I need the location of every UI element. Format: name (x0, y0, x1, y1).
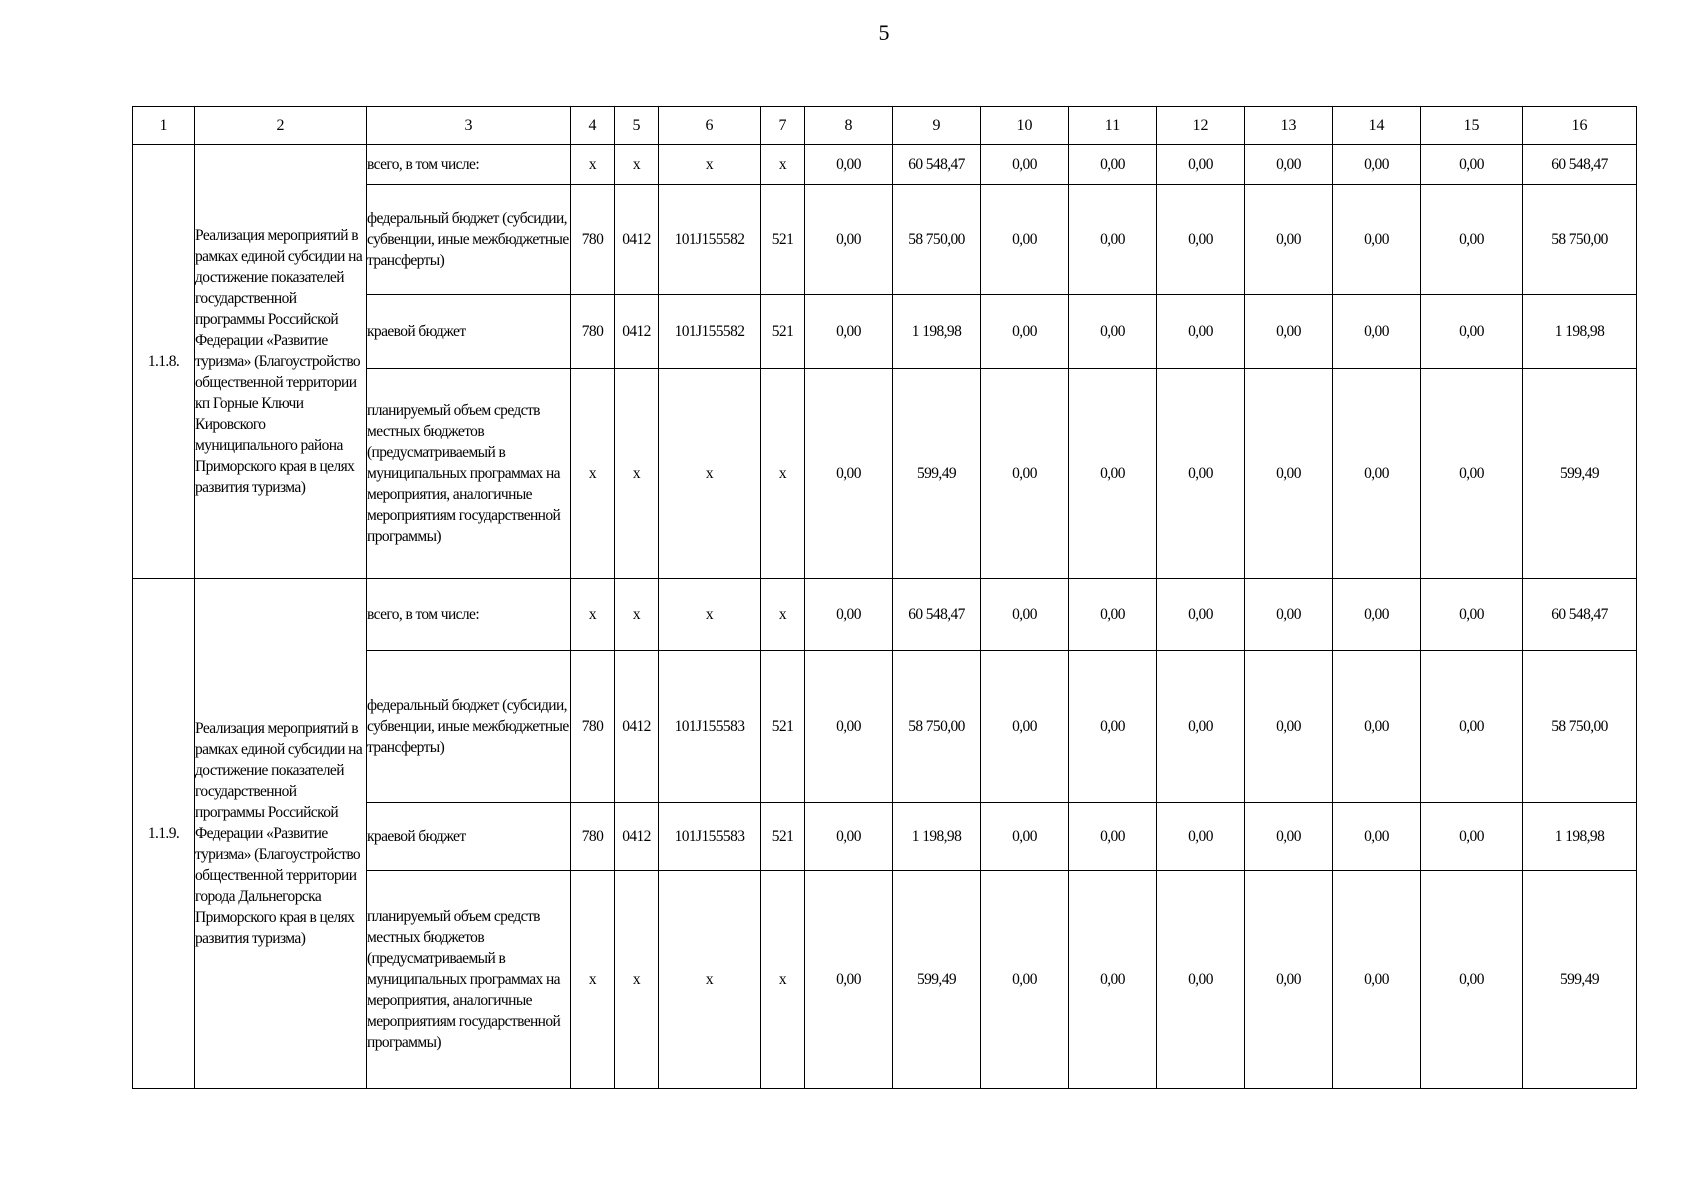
item-name: Реализация мероприятий в рамках единой субсидии на достижение показателей государственной программы Российской Федерации «Развитие туризма» (Благоустройство общественной территории города Дальнегорска Приморского края в целях развития туризма) (195, 579, 367, 1089)
table-cell: 0,00 (1421, 369, 1523, 579)
table-cell: 0,00 (1069, 651, 1157, 803)
table-cell: х (615, 369, 659, 579)
table-cell: 0,00 (1245, 803, 1333, 871)
table-cell: 0412 (615, 185, 659, 295)
table-cell: 0,00 (981, 579, 1069, 651)
table-cell: 0,00 (1245, 369, 1333, 579)
header-cell: 4 (571, 107, 615, 145)
table-cell: 101J155583 (659, 803, 761, 871)
table-cell: 0,00 (1333, 145, 1421, 185)
header-cell: 3 (367, 107, 571, 145)
table-cell: 0,00 (805, 295, 893, 369)
table-cell: 0,00 (1245, 145, 1333, 185)
header-cell: 13 (1245, 107, 1333, 145)
table-cell: х (761, 871, 805, 1089)
header-cell: 9 (893, 107, 981, 145)
table-cell: 0,00 (981, 651, 1069, 803)
table-cell: х (571, 145, 615, 185)
table-cell: 101J155582 (659, 295, 761, 369)
table-cell: 0,00 (1157, 185, 1245, 295)
table-cell: 599,49 (1523, 871, 1637, 1089)
table-cell: 780 (571, 803, 615, 871)
funding-source: всего, в том числе: (367, 145, 571, 185)
header-cell: 11 (1069, 107, 1157, 145)
table-cell: 0,00 (805, 145, 893, 185)
table-cell: 0412 (615, 295, 659, 369)
table-cell: 0,00 (1333, 871, 1421, 1089)
table-cell: 0,00 (1157, 369, 1245, 579)
table-cell: 0412 (615, 803, 659, 871)
table-cell: 1 198,98 (1523, 295, 1637, 369)
table-cell: 0,00 (1333, 579, 1421, 651)
header-cell: 14 (1333, 107, 1421, 145)
table-cell: 60 548,47 (893, 145, 981, 185)
table-cell: 0,00 (981, 369, 1069, 579)
table-cell: 0,00 (1333, 651, 1421, 803)
table-cell: х (761, 145, 805, 185)
table-cell: 521 (761, 295, 805, 369)
item-number: 1.1.9. (133, 579, 195, 1089)
table-cell: 58 750,00 (893, 651, 981, 803)
table-cell: 60 548,47 (1523, 579, 1637, 651)
table-cell: 0,00 (1157, 871, 1245, 1089)
table-cell: 0,00 (1421, 295, 1523, 369)
table-cell: 101J155582 (659, 185, 761, 295)
table-cell: 0,00 (1157, 295, 1245, 369)
table-cell: 0,00 (981, 871, 1069, 1089)
table-cell: 0,00 (1421, 871, 1523, 1089)
table-cell: 0,00 (1157, 803, 1245, 871)
header-cell: 5 (615, 107, 659, 145)
table-cell: 0,00 (805, 369, 893, 579)
table-cell: 58 750,00 (1523, 185, 1637, 295)
table-cell: 0,00 (1421, 145, 1523, 185)
funding-source: федеральный бюджет (субсидии, субвенции, иные межбюджетные трансферты) (367, 185, 571, 295)
item-number: 1.1.8. (133, 145, 195, 579)
table-cell: 101J155583 (659, 651, 761, 803)
table-cell: х (615, 579, 659, 651)
header-cell: 12 (1157, 107, 1245, 145)
page-number: 5 (878, 20, 890, 45)
table-cell: 1 198,98 (1523, 803, 1637, 871)
header-cell: 10 (981, 107, 1069, 145)
funding-source: краевой бюджет (367, 295, 571, 369)
table-cell: 1 198,98 (893, 803, 981, 871)
funding-source: федеральный бюджет (субсидии, субвенции, иные межбюджетные трансферты) (367, 651, 571, 803)
header-cell: 1 (133, 107, 195, 145)
header-cell: 7 (761, 107, 805, 145)
table-cell: 0,00 (1069, 145, 1157, 185)
table-cell: 599,49 (893, 871, 981, 1089)
table-cell: 0,00 (981, 185, 1069, 295)
table-row (133, 579, 1637, 651)
header-cell: 2 (195, 107, 367, 145)
table-cell: 0,00 (1157, 579, 1245, 651)
table-cell: 0,00 (1069, 871, 1157, 1089)
header-cell: 15 (1421, 107, 1523, 145)
table-cell: 0,00 (805, 651, 893, 803)
table-cell: 58 750,00 (1523, 651, 1637, 803)
table-cell: 0,00 (1245, 651, 1333, 803)
table-cell: х (659, 579, 761, 651)
table-cell: 0,00 (1333, 185, 1421, 295)
table-cell: х (571, 579, 615, 651)
table-cell: 0,00 (805, 803, 893, 871)
table-row (133, 145, 1637, 185)
table-cell: 0,00 (805, 871, 893, 1089)
budget-table (132, 106, 1637, 1089)
table-cell: 521 (761, 803, 805, 871)
table-cell: 0,00 (1157, 145, 1245, 185)
header-cell: 6 (659, 107, 761, 145)
table-cell: 780 (571, 295, 615, 369)
table-cell: 0,00 (1245, 579, 1333, 651)
table-cell: 780 (571, 185, 615, 295)
table-cell: 0,00 (1333, 803, 1421, 871)
table-cell: 0,00 (1333, 369, 1421, 579)
table-cell: х (761, 369, 805, 579)
table-cell: 0,00 (1421, 579, 1523, 651)
table-cell: 599,49 (1523, 369, 1637, 579)
table-cell: 780 (571, 651, 615, 803)
table-cell: х (615, 145, 659, 185)
table-cell: 0,00 (1069, 803, 1157, 871)
table-cell: 0,00 (1421, 803, 1523, 871)
table-cell: 0,00 (1245, 185, 1333, 295)
table-cell: 0,00 (1069, 579, 1157, 651)
header-cell: 8 (805, 107, 893, 145)
table-cell: 0,00 (981, 803, 1069, 871)
header-cell: 16 (1523, 107, 1637, 145)
table-cell: х (659, 369, 761, 579)
table-header-row (133, 107, 1637, 145)
table-cell: х (659, 145, 761, 185)
table-cell: х (571, 871, 615, 1089)
table-cell: 0412 (615, 651, 659, 803)
table-cell: 0,00 (981, 145, 1069, 185)
table-cell: 60 548,47 (893, 579, 981, 651)
table-cell: 0,00 (1069, 295, 1157, 369)
table-cell: 599,49 (893, 369, 981, 579)
table-cell: 58 750,00 (893, 185, 981, 295)
funding-source: планируемый объем средств местных бюджетов (предусматриваемый в муниципальных программах на мероприятия, аналогичные мероприятиям государственной программы) (367, 369, 571, 579)
table-cell: 1 198,98 (893, 295, 981, 369)
table-cell: 0,00 (1157, 651, 1245, 803)
table-cell: 0,00 (1245, 295, 1333, 369)
table-cell: х (571, 369, 615, 579)
table-cell: 0,00 (1333, 295, 1421, 369)
funding-source: краевой бюджет (367, 803, 571, 871)
table-cell: 0,00 (1421, 185, 1523, 295)
table-cell: 60 548,47 (1523, 145, 1637, 185)
table-cell: 0,00 (1245, 871, 1333, 1089)
table-cell: 0,00 (805, 185, 893, 295)
table-cell: 0,00 (805, 579, 893, 651)
table-cell: х (761, 579, 805, 651)
table-cell: 0,00 (1069, 185, 1157, 295)
table-cell: 521 (761, 651, 805, 803)
table-cell: 0,00 (1069, 369, 1157, 579)
table-cell: х (615, 871, 659, 1089)
item-name: Реализация мероприятий в рамках единой субсидии на достижение показателей государственной программы Российской Федерации «Развитие туризма» (Благоустройство общественной территории кп Горные Ключи Кировского муниципального района Приморского края в целях развития туризма) (195, 145, 367, 579)
funding-source: всего, в том числе: (367, 579, 571, 651)
funding-source: планируемый объем средств местных бюджетов (предусматриваемый в муниципальных программах на мероприятия, аналогичные мероприятиям государственной программы) (367, 871, 571, 1089)
table-cell: х (659, 871, 761, 1089)
table-cell: 521 (761, 185, 805, 295)
table-cell: 0,00 (981, 295, 1069, 369)
table-cell: 0,00 (1421, 651, 1523, 803)
